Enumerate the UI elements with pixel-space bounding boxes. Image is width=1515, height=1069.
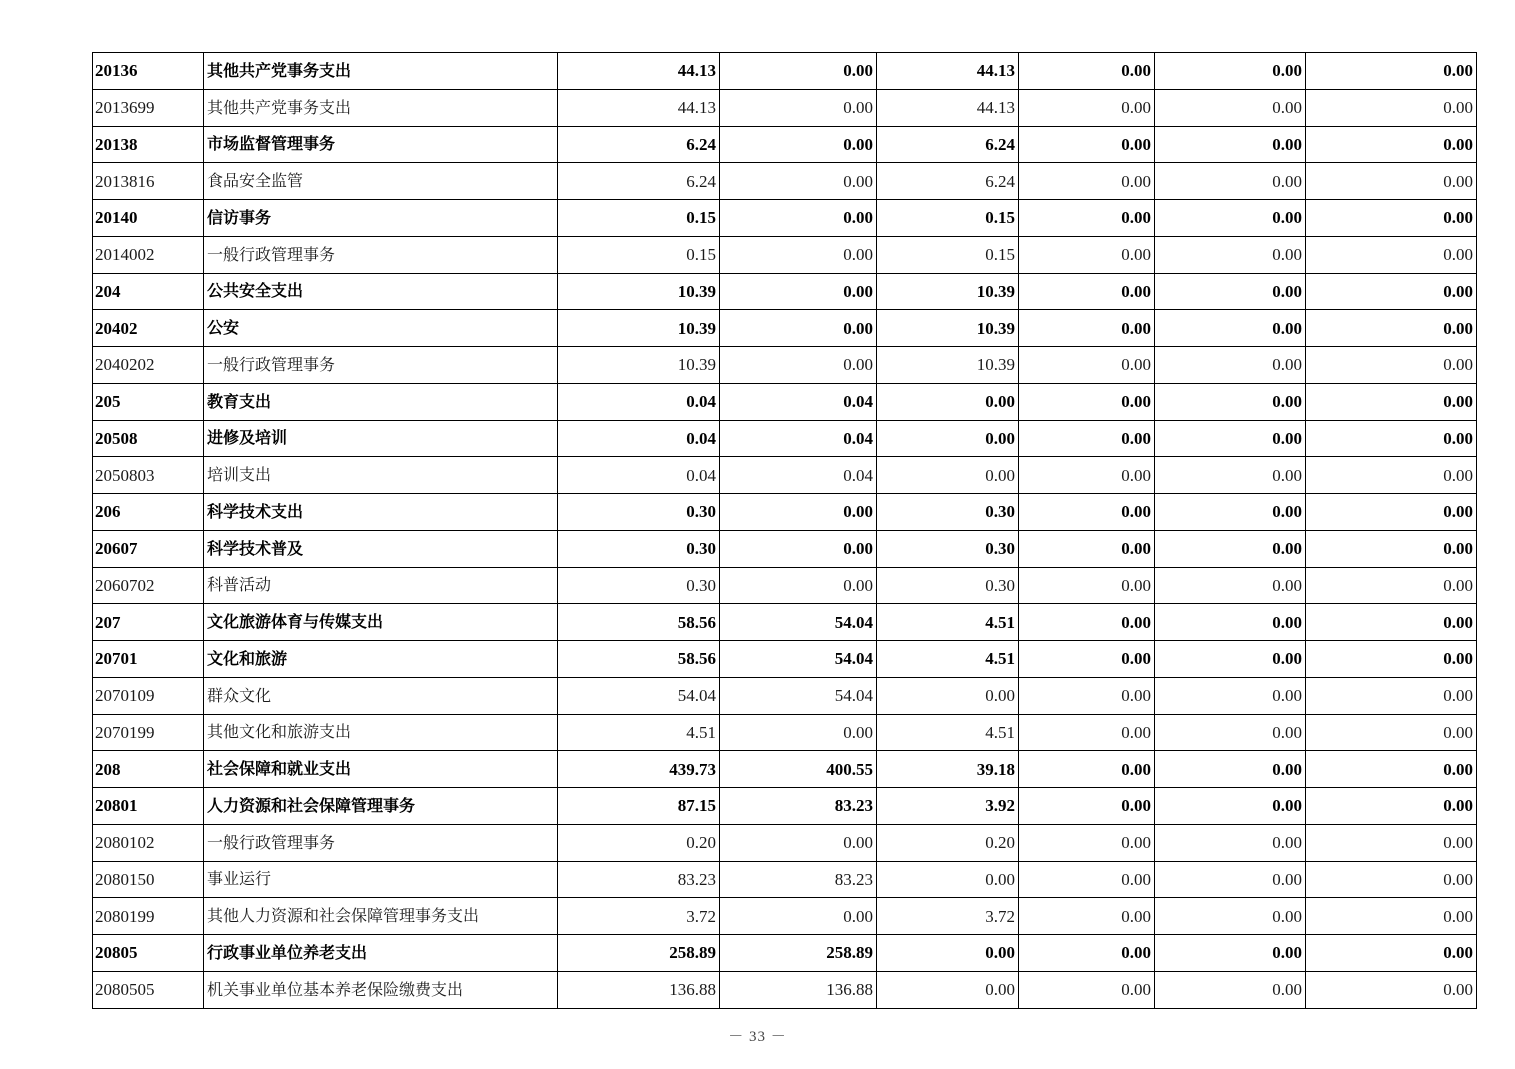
amount-cell: 0.00 bbox=[877, 420, 1019, 457]
amount-cell: 0.00 bbox=[1306, 494, 1477, 531]
amount-cell: 6.24 bbox=[558, 126, 720, 163]
subject-code-cell: 2013699 bbox=[93, 89, 204, 126]
amount-cell: 3.72 bbox=[558, 898, 720, 935]
amount-cell: 58.56 bbox=[558, 604, 720, 641]
amount-cell: 0.30 bbox=[877, 567, 1019, 604]
table-row bbox=[93, 530, 1477, 567]
amount-cell: 0.00 bbox=[1155, 200, 1306, 237]
amount-cell: 54.04 bbox=[558, 677, 720, 714]
table-row bbox=[93, 898, 1477, 935]
table-body bbox=[93, 53, 1477, 1009]
table-row bbox=[93, 273, 1477, 310]
table-row bbox=[93, 677, 1477, 714]
amount-cell: 0.20 bbox=[558, 824, 720, 861]
amount-cell: 6.24 bbox=[877, 163, 1019, 200]
expenditure-table bbox=[92, 52, 1477, 1009]
amount-cell: 0.00 bbox=[1306, 604, 1477, 641]
amount-cell: 0.00 bbox=[1155, 236, 1306, 273]
amount-cell: 0.00 bbox=[1019, 751, 1155, 788]
amount-cell: 54.04 bbox=[720, 641, 877, 678]
amount-cell: 0.00 bbox=[1155, 89, 1306, 126]
subject-name-cell: 其他文化和旅游支出 bbox=[204, 714, 558, 751]
amount-cell: 0.04 bbox=[558, 383, 720, 420]
amount-cell: 54.04 bbox=[720, 677, 877, 714]
amount-cell: 6.24 bbox=[558, 163, 720, 200]
amount-cell: 0.00 bbox=[1019, 236, 1155, 273]
amount-cell: 44.13 bbox=[877, 53, 1019, 90]
subject-name-cell: 行政事业单位养老支出 bbox=[204, 935, 558, 972]
subject-code-cell: 20136 bbox=[93, 53, 204, 90]
amount-cell: 0.00 bbox=[877, 971, 1019, 1008]
amount-cell: 0.00 bbox=[1306, 567, 1477, 604]
subject-name-cell: 人力资源和社会保障管理事务 bbox=[204, 788, 558, 825]
subject-code-cell: 2013816 bbox=[93, 163, 204, 200]
amount-cell: 10.39 bbox=[558, 347, 720, 384]
subject-code-cell: 2080102 bbox=[93, 824, 204, 861]
amount-cell: 0.00 bbox=[1306, 898, 1477, 935]
subject-name-cell: 进修及培训 bbox=[204, 420, 558, 457]
subject-code-cell: 2060702 bbox=[93, 567, 204, 604]
amount-cell: 6.24 bbox=[877, 126, 1019, 163]
subject-name-cell: 公共安全支出 bbox=[204, 273, 558, 310]
amount-cell: 0.00 bbox=[1155, 971, 1306, 1008]
amount-cell: 54.04 bbox=[720, 604, 877, 641]
subject-code-cell: 2050803 bbox=[93, 457, 204, 494]
amount-cell: 0.00 bbox=[720, 898, 877, 935]
amount-cell: 0.00 bbox=[720, 347, 877, 384]
subject-name-cell: 其他共产党事务支出 bbox=[204, 53, 558, 90]
amount-cell: 0.15 bbox=[558, 236, 720, 273]
subject-name-cell: 其他人力资源和社会保障管理事务支出 bbox=[204, 898, 558, 935]
amount-cell: 0.00 bbox=[1019, 273, 1155, 310]
amount-cell: 0.00 bbox=[1155, 53, 1306, 90]
amount-cell: 0.00 bbox=[720, 530, 877, 567]
amount-cell: 3.92 bbox=[877, 788, 1019, 825]
subject-code-cell: 20701 bbox=[93, 641, 204, 678]
amount-cell: 0.00 bbox=[1155, 788, 1306, 825]
subject-name-cell: 社会保障和就业支出 bbox=[204, 751, 558, 788]
page-number: － 33 － bbox=[728, 1029, 787, 1045]
amount-cell: 0.00 bbox=[877, 935, 1019, 972]
subject-code-cell: 2080199 bbox=[93, 898, 204, 935]
amount-cell: 0.00 bbox=[1155, 530, 1306, 567]
subject-code-cell: 20508 bbox=[93, 420, 204, 457]
amount-cell: 258.89 bbox=[720, 935, 877, 972]
amount-cell: 10.39 bbox=[558, 310, 720, 347]
subject-code-cell: 20801 bbox=[93, 788, 204, 825]
amount-cell: 0.00 bbox=[877, 677, 1019, 714]
amount-cell: 0.00 bbox=[1306, 714, 1477, 751]
amount-cell: 4.51 bbox=[877, 714, 1019, 751]
table-row bbox=[93, 788, 1477, 825]
amount-cell: 0.00 bbox=[720, 273, 877, 310]
amount-cell: 0.00 bbox=[1019, 163, 1155, 200]
table-row bbox=[93, 641, 1477, 678]
subject-name-cell: 培训支出 bbox=[204, 457, 558, 494]
amount-cell: 0.00 bbox=[1155, 126, 1306, 163]
amount-cell: 0.00 bbox=[720, 714, 877, 751]
amount-cell: 4.51 bbox=[558, 714, 720, 751]
amount-cell: 0.00 bbox=[877, 457, 1019, 494]
subject-code-cell: 20805 bbox=[93, 935, 204, 972]
amount-cell: 0.00 bbox=[1019, 494, 1155, 531]
table-row bbox=[93, 751, 1477, 788]
subject-code-cell: 208 bbox=[93, 751, 204, 788]
amount-cell: 0.00 bbox=[1306, 935, 1477, 972]
subject-code-cell: 2080150 bbox=[93, 861, 204, 898]
amount-cell: 0.30 bbox=[558, 494, 720, 531]
amount-cell: 0.15 bbox=[877, 236, 1019, 273]
subject-code-cell: 204 bbox=[93, 273, 204, 310]
amount-cell: 0.00 bbox=[1306, 89, 1477, 126]
subject-name-cell: 机关事业单位基本养老保险缴费支出 bbox=[204, 971, 558, 1008]
subject-name-cell: 信访事务 bbox=[204, 200, 558, 237]
amount-cell: 0.00 bbox=[1306, 126, 1477, 163]
table-row bbox=[93, 604, 1477, 641]
amount-cell: 10.39 bbox=[877, 347, 1019, 384]
table-row bbox=[93, 494, 1477, 531]
amount-cell: 0.00 bbox=[1155, 347, 1306, 384]
amount-cell: 0.15 bbox=[558, 200, 720, 237]
amount-cell: 0.00 bbox=[1019, 714, 1155, 751]
amount-cell: 4.51 bbox=[877, 604, 1019, 641]
amount-cell: 0.00 bbox=[1306, 200, 1477, 237]
amount-cell: 0.00 bbox=[1019, 935, 1155, 972]
table-row bbox=[93, 383, 1477, 420]
subject-code-cell: 20402 bbox=[93, 310, 204, 347]
amount-cell: 0.30 bbox=[558, 567, 720, 604]
subject-name-cell: 群众文化 bbox=[204, 677, 558, 714]
amount-cell: 0.00 bbox=[1306, 861, 1477, 898]
amount-cell: 44.13 bbox=[877, 89, 1019, 126]
subject-name-cell: 科学技术支出 bbox=[204, 494, 558, 531]
amount-cell: 0.00 bbox=[1019, 53, 1155, 90]
amount-cell: 83.23 bbox=[720, 788, 877, 825]
table-row bbox=[93, 824, 1477, 861]
amount-cell: 0.00 bbox=[877, 861, 1019, 898]
table-row bbox=[93, 163, 1477, 200]
amount-cell: 0.00 bbox=[720, 126, 877, 163]
subject-name-cell: 一般行政管理事务 bbox=[204, 236, 558, 273]
amount-cell: 0.00 bbox=[1306, 971, 1477, 1008]
table-row bbox=[93, 347, 1477, 384]
amount-cell: 0.00 bbox=[1155, 310, 1306, 347]
subject-name-cell: 其他共产党事务支出 bbox=[204, 89, 558, 126]
amount-cell: 0.00 bbox=[1019, 420, 1155, 457]
amount-cell: 0.00 bbox=[1306, 236, 1477, 273]
amount-cell: 0.00 bbox=[1019, 383, 1155, 420]
table-row bbox=[93, 714, 1477, 751]
amount-cell: 0.00 bbox=[720, 163, 877, 200]
subject-code-cell: 20138 bbox=[93, 126, 204, 163]
amount-cell: 136.88 bbox=[720, 971, 877, 1008]
amount-cell: 0.00 bbox=[1019, 347, 1155, 384]
amount-cell: 0.00 bbox=[1019, 677, 1155, 714]
amount-cell: 0.00 bbox=[1306, 641, 1477, 678]
amount-cell: 44.13 bbox=[558, 89, 720, 126]
amount-cell: 0.00 bbox=[1019, 641, 1155, 678]
amount-cell: 0.00 bbox=[1306, 530, 1477, 567]
amount-cell: 0.00 bbox=[1155, 824, 1306, 861]
amount-cell: 39.18 bbox=[877, 751, 1019, 788]
subject-code-cell: 2070109 bbox=[93, 677, 204, 714]
table-row bbox=[93, 200, 1477, 237]
amount-cell: 3.72 bbox=[877, 898, 1019, 935]
amount-cell: 0.00 bbox=[1019, 824, 1155, 861]
subject-code-cell: 2070199 bbox=[93, 714, 204, 751]
amount-cell: 0.04 bbox=[558, 457, 720, 494]
amount-cell: 0.00 bbox=[1155, 273, 1306, 310]
amount-cell: 0.00 bbox=[1155, 714, 1306, 751]
subject-name-cell: 文化和旅游 bbox=[204, 641, 558, 678]
subject-code-cell: 2014002 bbox=[93, 236, 204, 273]
subject-name-cell: 教育支出 bbox=[204, 383, 558, 420]
amount-cell: 0.00 bbox=[1155, 751, 1306, 788]
table-row bbox=[93, 567, 1477, 604]
amount-cell: 0.20 bbox=[877, 824, 1019, 861]
amount-cell: 0.30 bbox=[877, 494, 1019, 531]
amount-cell: 0.00 bbox=[877, 383, 1019, 420]
amount-cell: 0.04 bbox=[720, 457, 877, 494]
amount-cell: 83.23 bbox=[558, 861, 720, 898]
subject-name-cell: 市场监督管理事务 bbox=[204, 126, 558, 163]
subject-code-cell: 20140 bbox=[93, 200, 204, 237]
amount-cell: 0.00 bbox=[720, 89, 877, 126]
subject-name-cell: 科普活动 bbox=[204, 567, 558, 604]
amount-cell: 0.00 bbox=[1019, 457, 1155, 494]
amount-cell: 0.30 bbox=[877, 530, 1019, 567]
amount-cell: 0.00 bbox=[1019, 530, 1155, 567]
amount-cell: 0.00 bbox=[1019, 310, 1155, 347]
table-row bbox=[93, 971, 1477, 1008]
subject-code-cell: 205 bbox=[93, 383, 204, 420]
amount-cell: 0.00 bbox=[1155, 457, 1306, 494]
amount-cell: 439.73 bbox=[558, 751, 720, 788]
amount-cell: 0.00 bbox=[1306, 751, 1477, 788]
amount-cell: 0.00 bbox=[1019, 788, 1155, 825]
table-row bbox=[93, 457, 1477, 494]
amount-cell: 0.04 bbox=[720, 420, 877, 457]
amount-cell: 0.00 bbox=[1306, 420, 1477, 457]
amount-cell: 0.00 bbox=[1019, 604, 1155, 641]
amount-cell: 0.30 bbox=[558, 530, 720, 567]
subject-code-cell: 207 bbox=[93, 604, 204, 641]
amount-cell: 0.00 bbox=[1019, 89, 1155, 126]
subject-name-cell: 公安 bbox=[204, 310, 558, 347]
amount-cell: 0.00 bbox=[1306, 788, 1477, 825]
amount-cell: 0.00 bbox=[720, 200, 877, 237]
amount-cell: 0.00 bbox=[1019, 567, 1155, 604]
amount-cell: 0.00 bbox=[1019, 200, 1155, 237]
amount-cell: 0.00 bbox=[1155, 383, 1306, 420]
table-row bbox=[93, 89, 1477, 126]
amount-cell: 0.00 bbox=[1019, 126, 1155, 163]
subject-name-cell: 文化旅游体育与传媒支出 bbox=[204, 604, 558, 641]
amount-cell: 0.00 bbox=[1306, 677, 1477, 714]
amount-cell: 10.39 bbox=[558, 273, 720, 310]
table-row bbox=[93, 935, 1477, 972]
amount-cell: 0.00 bbox=[1019, 861, 1155, 898]
amount-cell: 0.00 bbox=[720, 310, 877, 347]
amount-cell: 0.00 bbox=[1155, 861, 1306, 898]
amount-cell: 10.39 bbox=[877, 273, 1019, 310]
amount-cell: 0.00 bbox=[1155, 641, 1306, 678]
subject-name-cell: 一般行政管理事务 bbox=[204, 347, 558, 384]
amount-cell: 0.00 bbox=[1155, 163, 1306, 200]
amount-cell: 0.00 bbox=[720, 53, 877, 90]
table-row bbox=[93, 310, 1477, 347]
subject-name-cell: 科学技术普及 bbox=[204, 530, 558, 567]
amount-cell: 0.00 bbox=[1306, 273, 1477, 310]
amount-cell: 0.00 bbox=[1019, 971, 1155, 1008]
subject-name-cell: 事业运行 bbox=[204, 861, 558, 898]
table-row bbox=[93, 126, 1477, 163]
amount-cell: 0.00 bbox=[1306, 347, 1477, 384]
amount-cell: 83.23 bbox=[720, 861, 877, 898]
amount-cell: 0.00 bbox=[1306, 824, 1477, 861]
amount-cell: 0.00 bbox=[720, 236, 877, 273]
amount-cell: 0.00 bbox=[1155, 420, 1306, 457]
amount-cell: 0.00 bbox=[1155, 494, 1306, 531]
amount-cell: 58.56 bbox=[558, 641, 720, 678]
amount-cell: 0.00 bbox=[1155, 677, 1306, 714]
subject-name-cell: 食品安全监管 bbox=[204, 163, 558, 200]
amount-cell: 44.13 bbox=[558, 53, 720, 90]
subject-code-cell: 206 bbox=[93, 494, 204, 531]
amount-cell: 0.00 bbox=[1306, 53, 1477, 90]
table-row bbox=[93, 53, 1477, 90]
amount-cell: 0.00 bbox=[720, 824, 877, 861]
table-row bbox=[93, 861, 1477, 898]
amount-cell: 0.00 bbox=[720, 494, 877, 531]
amount-cell: 10.39 bbox=[877, 310, 1019, 347]
amount-cell: 0.00 bbox=[1155, 604, 1306, 641]
amount-cell: 0.00 bbox=[1019, 898, 1155, 935]
amount-cell: 0.00 bbox=[1306, 310, 1477, 347]
subject-code-cell: 2080505 bbox=[93, 971, 204, 1008]
amount-cell: 400.55 bbox=[720, 751, 877, 788]
amount-cell: 4.51 bbox=[877, 641, 1019, 678]
amount-cell: 0.04 bbox=[558, 420, 720, 457]
amount-cell: 0.04 bbox=[720, 383, 877, 420]
amount-cell: 0.00 bbox=[1306, 383, 1477, 420]
amount-cell: 0.15 bbox=[877, 200, 1019, 237]
subject-name-cell: 一般行政管理事务 bbox=[204, 824, 558, 861]
amount-cell: 0.00 bbox=[1306, 457, 1477, 494]
table-row bbox=[93, 236, 1477, 273]
amount-cell: 258.89 bbox=[558, 935, 720, 972]
amount-cell: 87.15 bbox=[558, 788, 720, 825]
amount-cell: 0.00 bbox=[1306, 163, 1477, 200]
amount-cell: 0.00 bbox=[1155, 567, 1306, 604]
amount-cell: 0.00 bbox=[1155, 898, 1306, 935]
subject-code-cell: 2040202 bbox=[93, 347, 204, 384]
amount-cell: 0.00 bbox=[1155, 935, 1306, 972]
amount-cell: 0.00 bbox=[720, 567, 877, 604]
table-row bbox=[93, 420, 1477, 457]
subject-code-cell: 20607 bbox=[93, 530, 204, 567]
amount-cell: 136.88 bbox=[558, 971, 720, 1008]
